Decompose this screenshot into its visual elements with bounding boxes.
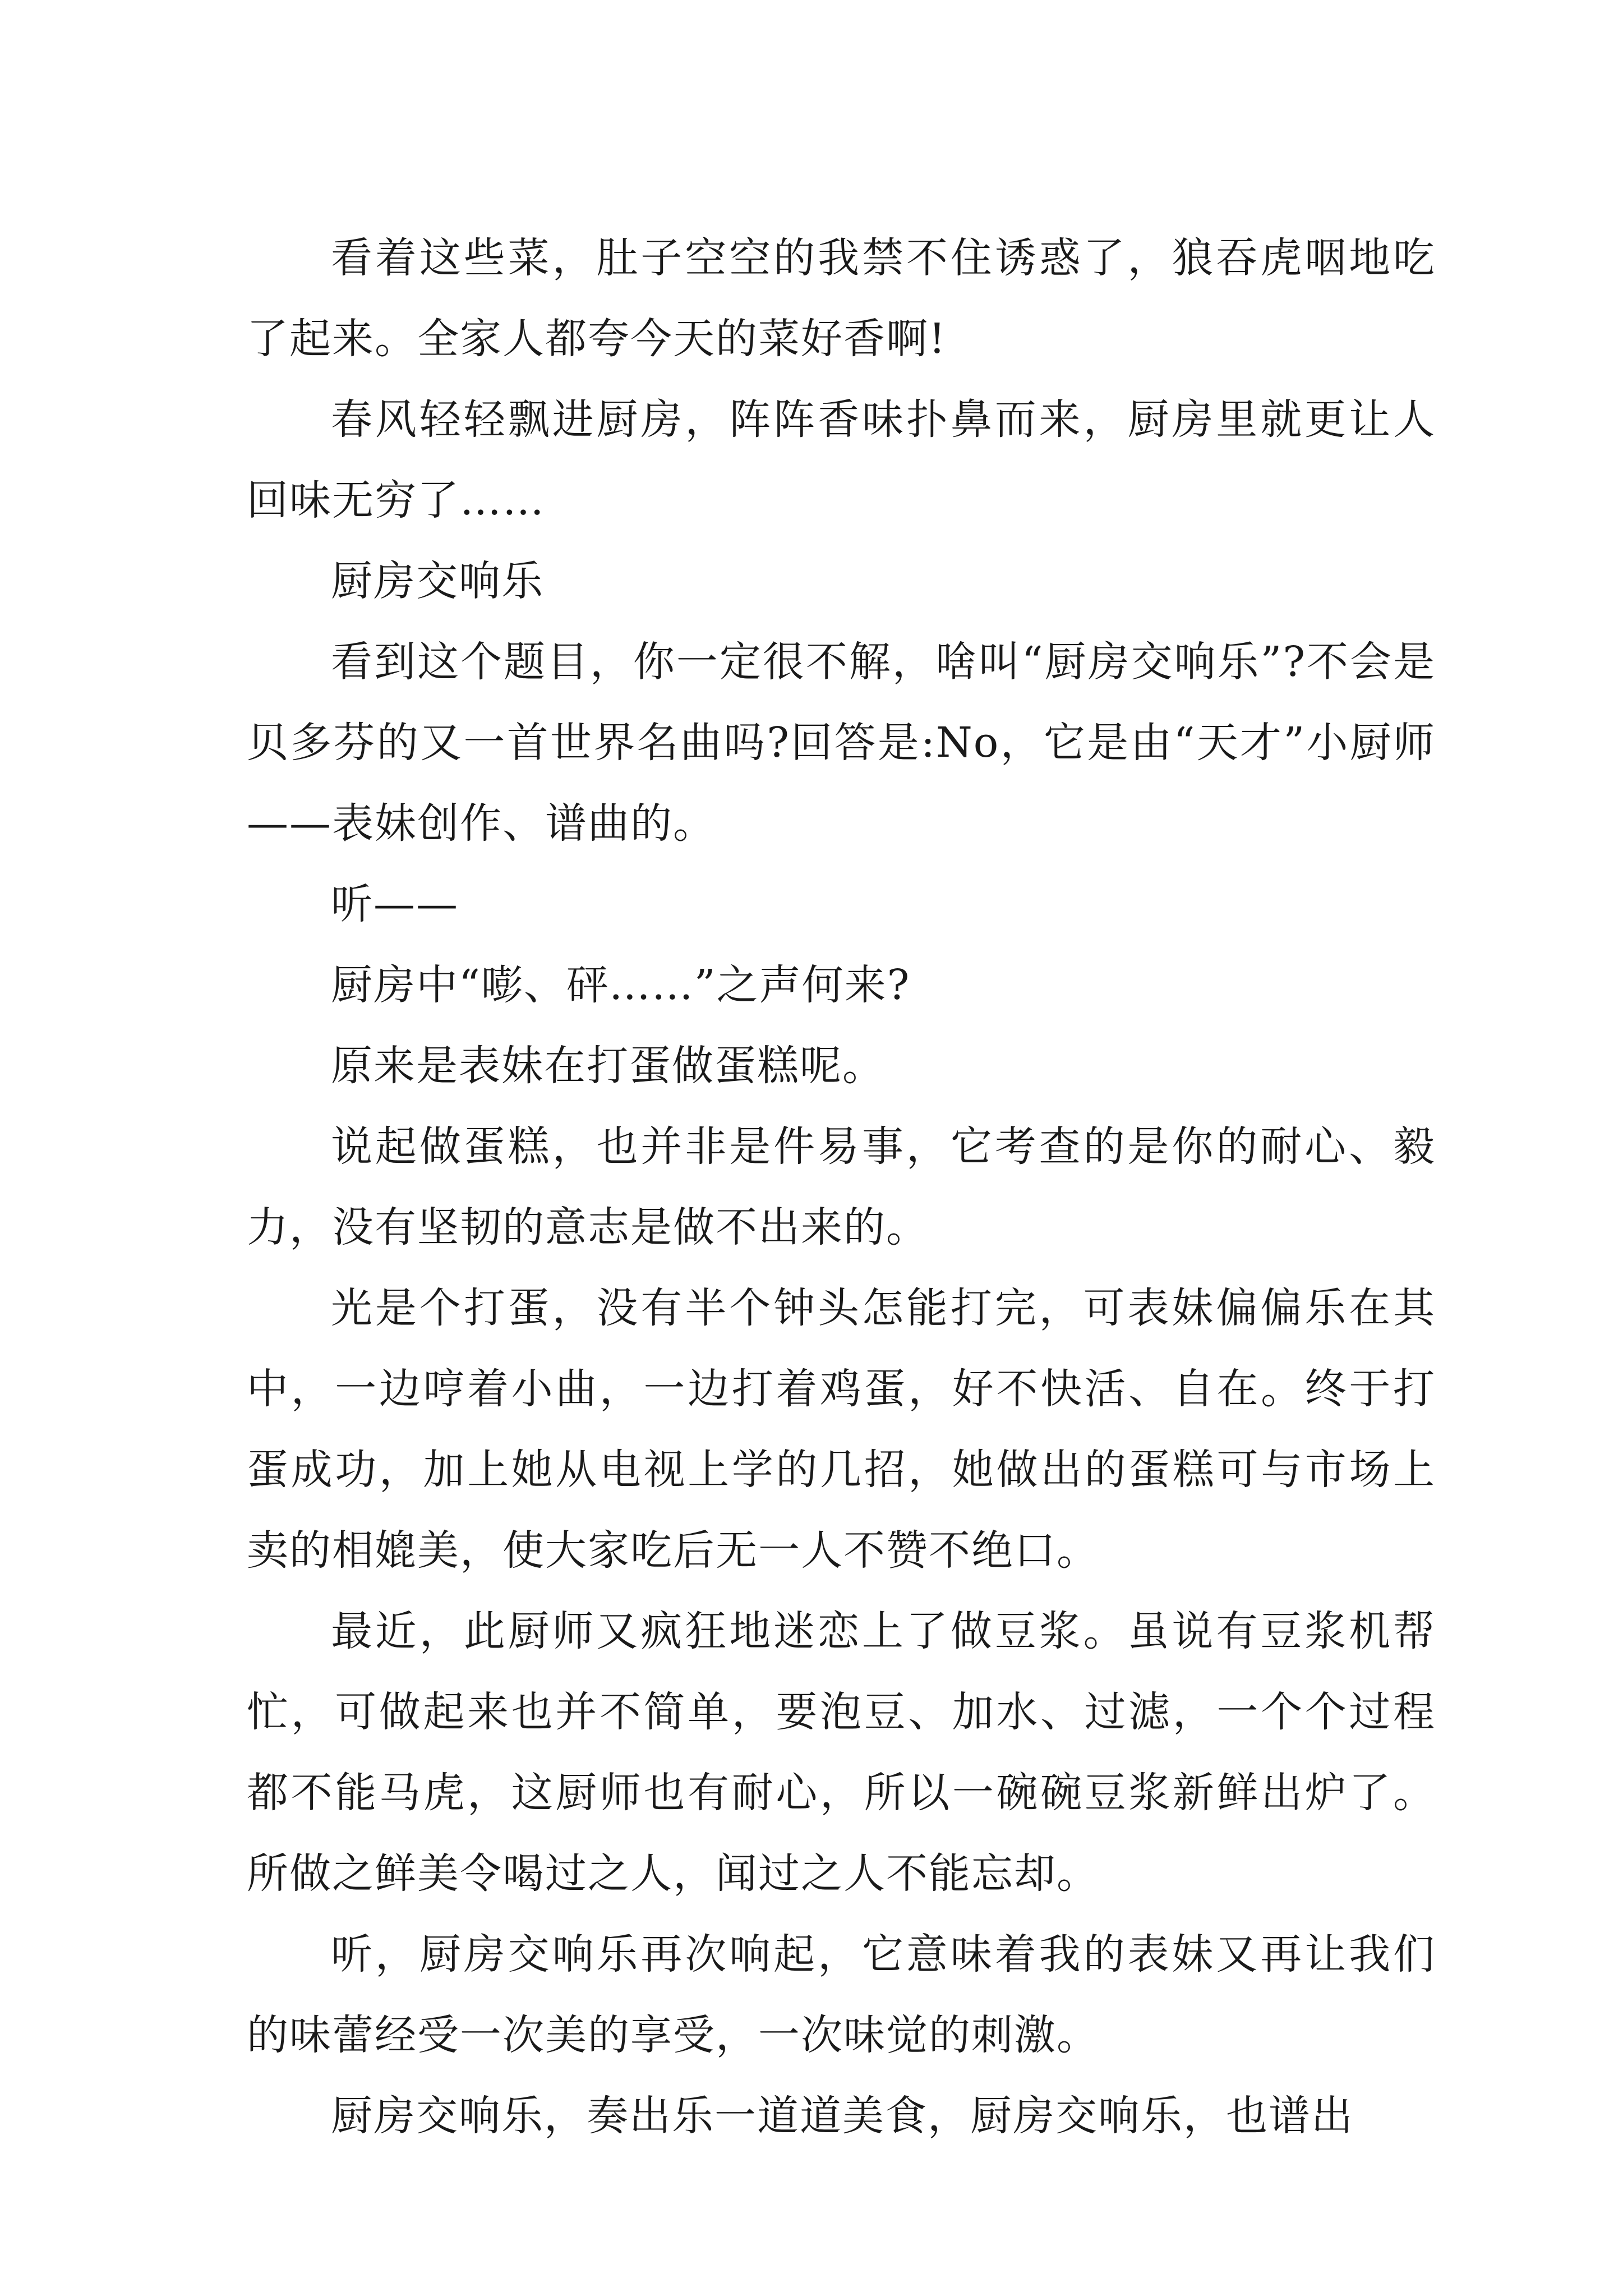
document-body [247, 218, 1436, 2156]
paragraph: 看着这些菜，肚子空空的我禁不住诱惑了，狼吞虎咽地吃了起来。全家人都夸今天的菜好香啊! [247, 234, 1436, 363]
paragraph: 原来是表妹在打蛋做蛋糕呢。 [331, 1042, 885, 1090]
paragraph: 光是个打蛋，没有半个钟头怎能打完，可表妹偏偏乐在其中，一边哼着小曲，一边打着鸡蛋，好不快活、自在。终于打蛋成功，加上她从电视上学的几招，她做出的蛋糕可与市场上卖的相媲美，使大家吃后无一人不赞不绝口。 [247, 1284, 1436, 1575]
paragraph: 最近，此厨师又疯狂地迷恋上了做豆浆。虽说有豆浆机帮忙，可做起来也并不简单，要泡豆、加水、过滤，一个个过程都不能马虎，这厨师也有耐心，所以一碗碗豆浆新鲜出炉了。所做之鲜美令喝过之人，闻过之人不能忘却。 [247, 1607, 1436, 1898]
paragraph: 看到这个题目，你一定很不解，啥叫“厨房交响乐”?不会是贝多芬的又一首世界名曲吗?回答是:No，它是由“天才”小厨师——表妹创作、谱曲的。 [247, 638, 1436, 848]
paragraph: 说起做蛋糕，也并非是件易事，它考查的是你的耐心、毅力，没有坚韧的意志是做不出来的。 [247, 1122, 1436, 1251]
paragraph: 听，厨房交响乐再次响起，它意味着我的表妹又再让我们的味蕾经受一次美的享受，一次味觉的刺激。 [247, 1930, 1436, 2059]
section-title: 厨房交响乐 [331, 557, 544, 605]
paragraph: 听—— [331, 880, 459, 928]
paragraph: 春风轻轻飘进厨房，阵阵香味扑鼻而来，厨房里就更让人回味无穷了…… [247, 395, 1436, 524]
paragraph: 厨房交响乐，奏出乐一道道美食，厨房交响乐，也谱出 [331, 2092, 1354, 2140]
paragraph: 厨房中“嘭、砰……”之声何来? [331, 961, 911, 1009]
